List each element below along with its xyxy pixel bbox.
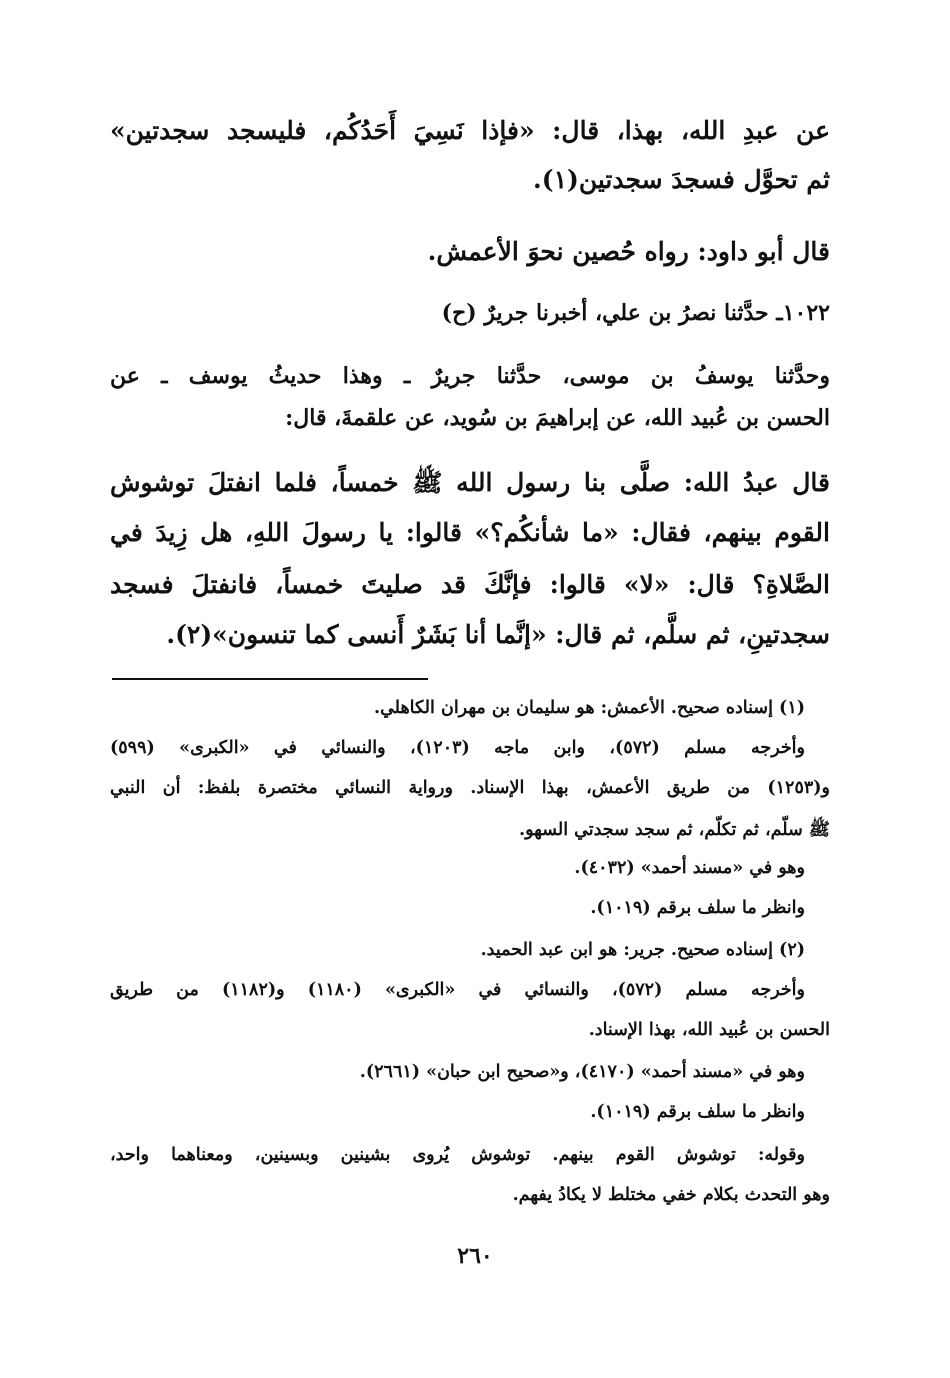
main-text-line: الصَّلاةِ؟ قال: «لا» قالوا: فإنَّكَ قد صليتَ خمساً، فانفتلَ فسجد [110, 570, 830, 599]
footnote-line: وهو في «مسند أحمد» (٤٠٣٢). [574, 858, 805, 878]
footnote-line: وقوله: توشوش القوم بينهم. توشوش يُروى بشينين وبسينين، ومعناهما واحد، [110, 1145, 805, 1165]
footnote-line: الحسن بن عُبيد الله، بهذا الإسناد. [588, 1020, 830, 1040]
footnote-line: وهو في «مسند أحمد» (٤١٧٠)، و«صحيح ابن حبان» (٢٦٦١). [359, 1062, 805, 1082]
main-text-line: وحدَّثنا يوسفُ بن موسى، حدَّثنا جريرٌ ـ وهذا حديثُ يوسف ـ عن [110, 363, 830, 389]
main-text-line: قال عبدُ الله: صلَّى بنا رسول الله ﷺ خمساً، فلما انفتلَ توشوش [110, 468, 830, 497]
main-text-line: ثم تحوَّل فسجدَ سجدتين(١). [533, 165, 830, 194]
main-text-line: قال أبو داود: رواه حُصين نحوَ الأعمش. [427, 237, 830, 266]
main-text-line: سجدتينِ، ثم سلَّم، ثم قال: «إنَّما أنا بَشَرٌ أَنسى كما تنسون»(٢). [166, 620, 830, 649]
footnote-line: وانظر ما سلف برقم (١٠١٩). [590, 898, 805, 918]
footnote-line: ﷺ سلّم، ثم تكلّم، ثم سجد سجدتي السهو. [519, 820, 830, 840]
footnote-line: وهو التحدث بكلام خفي مختلط لا يكادُ يفهم. [512, 1185, 830, 1205]
footnote-line: (١) إسناده صحيح. الأعمش: هو سليمان بن مهران الكاهلي. [373, 698, 805, 718]
footnote-line: (٢) إسناده صحيح. جرير: هو ابن عبد الحميد. [480, 940, 805, 960]
footnote-separator [112, 678, 428, 680]
footnote-line: وانظر ما سلف برقم (١٠١٩). [590, 1102, 805, 1122]
main-text-line: الحسن بن عُبيد الله، عن إبراهيمَ بن سُويد، عن علقمةَ، قال: [285, 405, 830, 431]
footnote-line: وأخرجه مسلم (٥٧٢)، والنسائي في «الكبرى» (١١٨٠) و(١١٨٢) من طريق [110, 980, 805, 1000]
main-text-line: عن عبدِ الله، بهذا، قال: «فإذا نَسِيَ أَحَدُكُم، فليسجد سجدتين» [110, 116, 830, 145]
footnote-line: و(١٢٥٣) من طريق الأعمش، بهذا الإسناد. ورواية النسائي مختصرة بلفظ: أن النبي [110, 778, 830, 798]
hadith-number-line: ١٠٢٢ـ حدَّثنا نصرُ بن علي، أخبرنا جريرٌ (ح) [441, 300, 830, 326]
main-text-line: القوم بينهم، فقال: «ما شأنكُم؟» قالوا: يا رسولَ اللهِ، هل زِيدَ في [110, 518, 830, 547]
page-number: ٢٦٠ [457, 1243, 493, 1269]
footnote-line: وأخرجه مسلم (٥٧٢)، وابن ماجه (١٢٠٣)، والنسائي في «الكبرى» (٥٩٩) [110, 738, 805, 758]
